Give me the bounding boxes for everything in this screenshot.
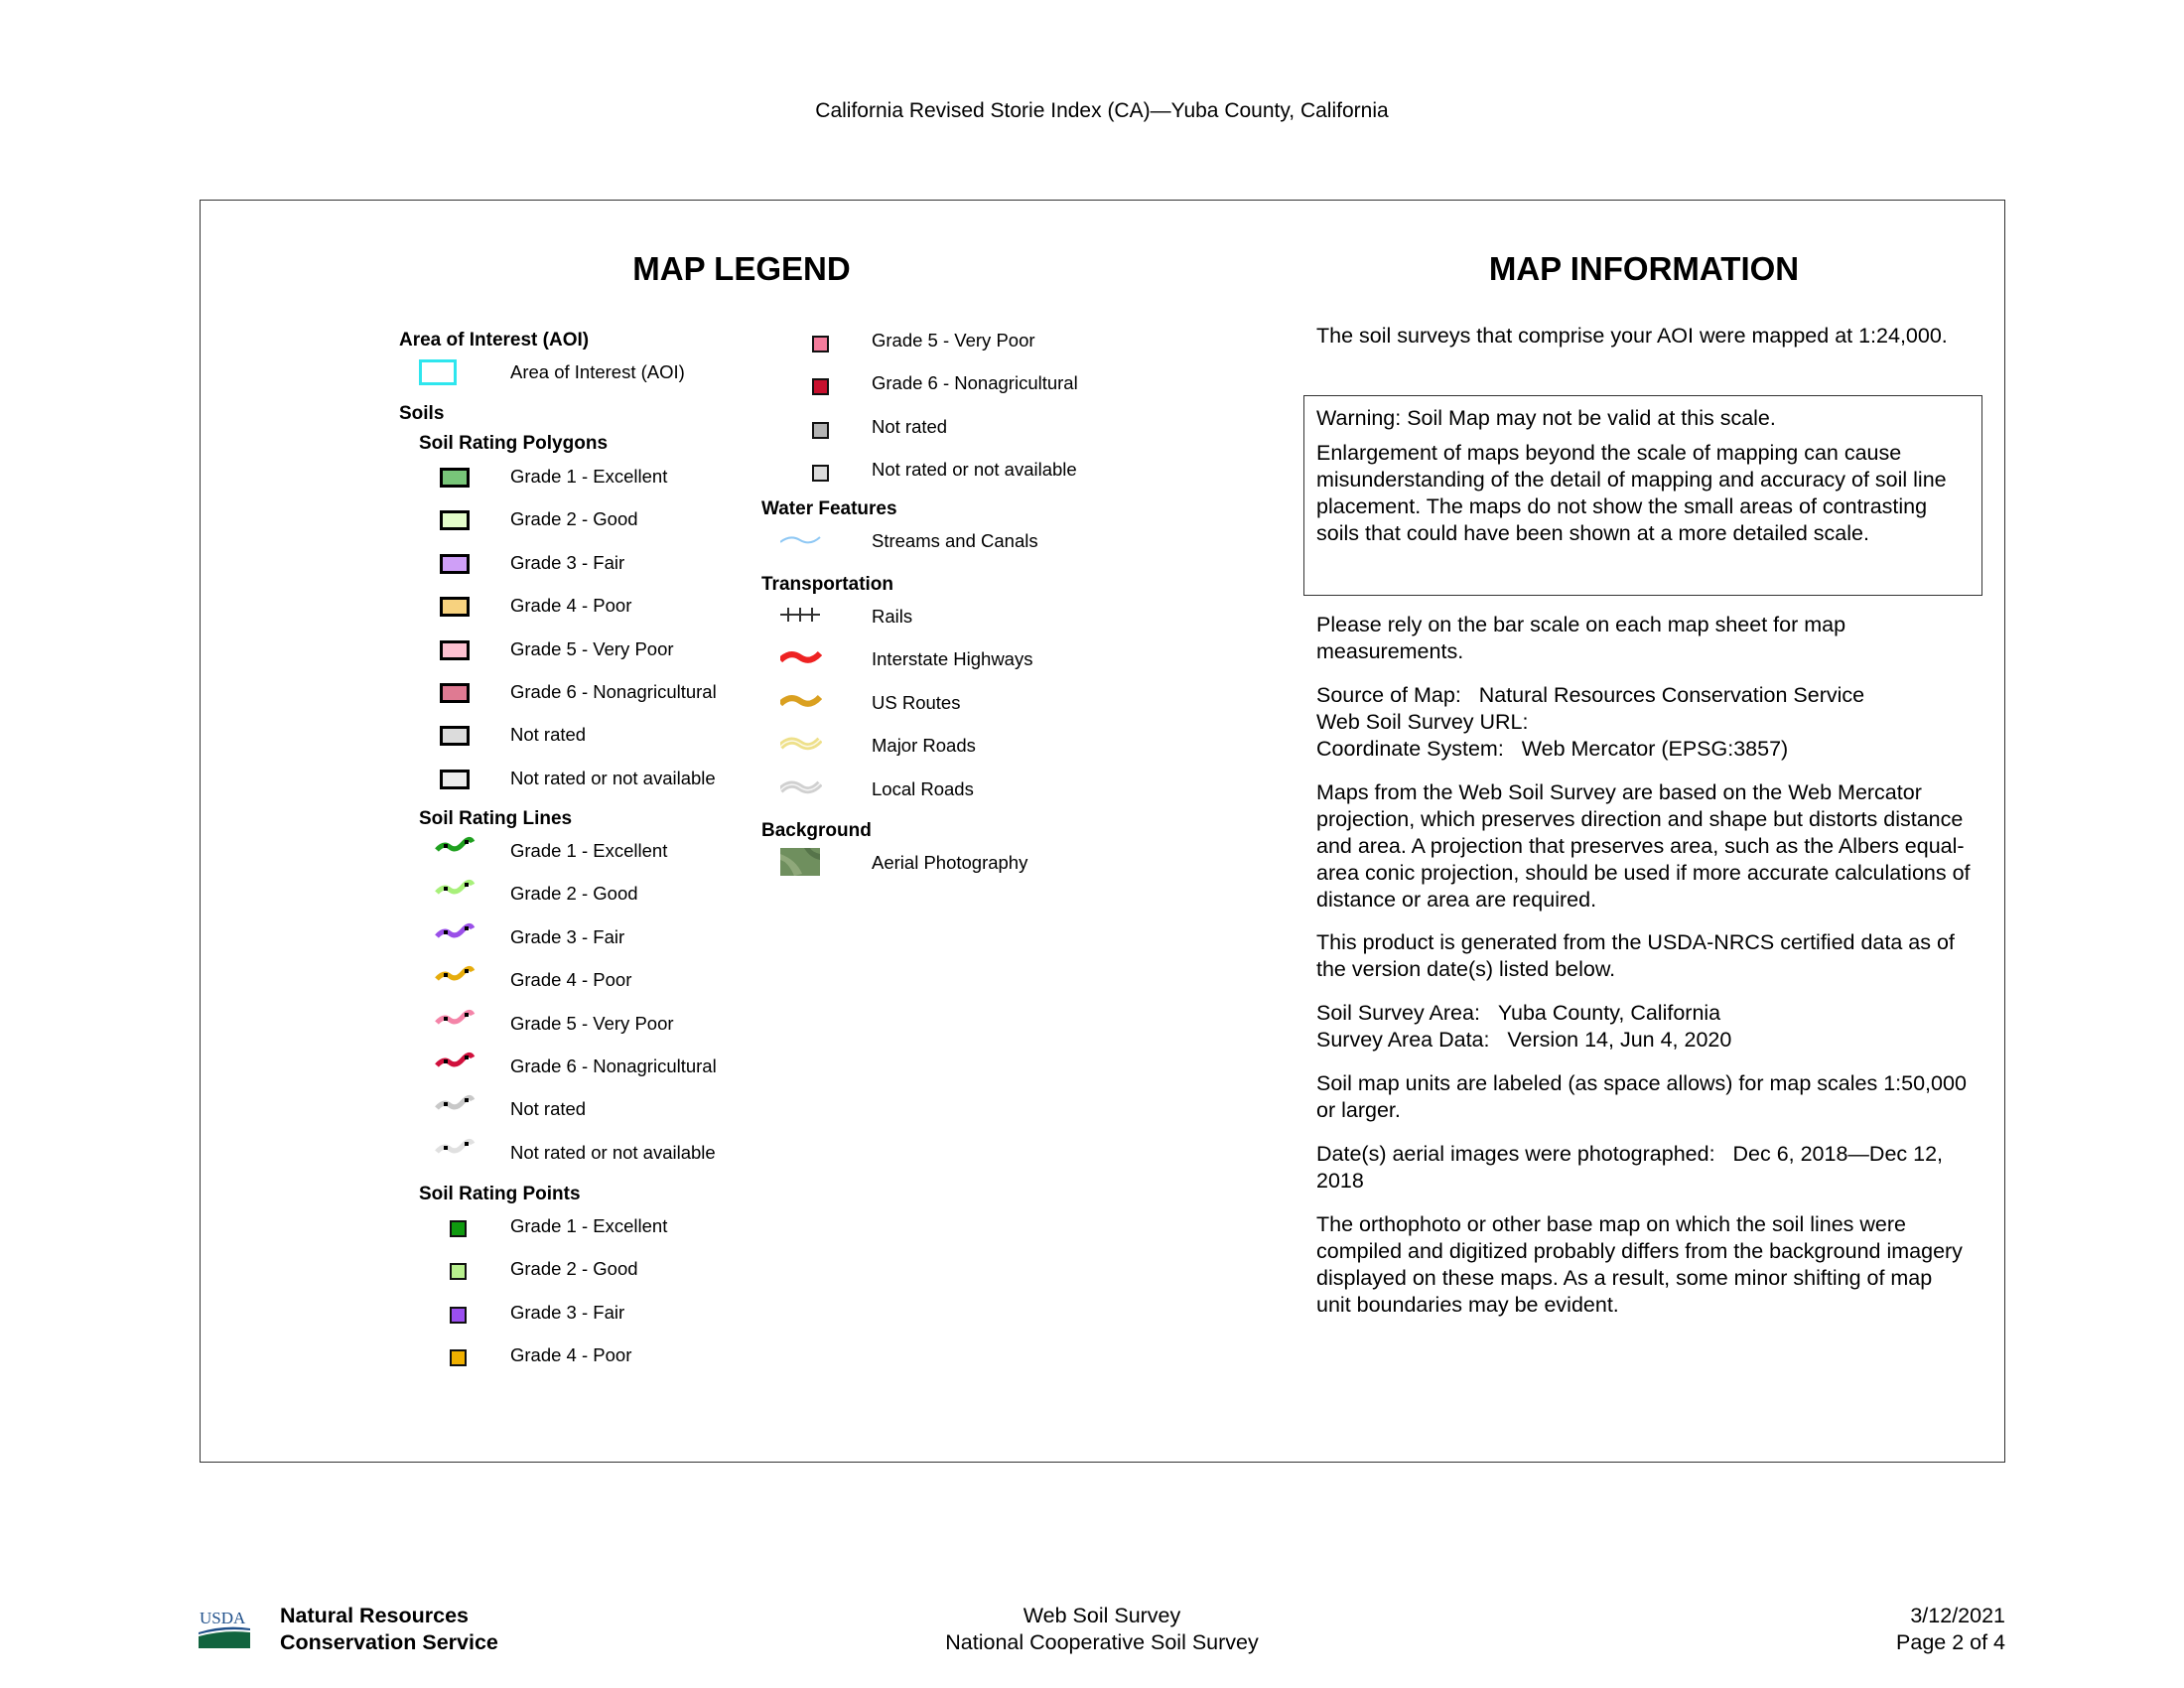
- area-value: Yuba County, California: [1497, 1001, 1721, 1025]
- info-aerial-dates: [1316, 1141, 1972, 1195]
- us-route-icon: [780, 688, 822, 723]
- polygon-swatch-icon: [440, 683, 470, 703]
- aerial-photo-icon: [780, 848, 822, 883]
- polygon-swatch-icon: [440, 554, 470, 574]
- map-information-title: MAP INFORMATION: [1488, 250, 1800, 287]
- soils-group-heading: Soils: [399, 403, 445, 424]
- legend-item-label: Grade 3 - Fair: [510, 551, 625, 573]
- legend-item-label: Interstate Highways: [872, 648, 1033, 670]
- info-orthophoto: [1316, 1211, 1972, 1319]
- dates-label: Date(s) aerial images were photographed:: [1316, 1142, 1715, 1166]
- footer-organization: [280, 1603, 498, 1656]
- legend-item-label: Not rated or not available: [510, 767, 716, 788]
- legend-item-label: Grade 6 - Nonagricultural: [872, 372, 1078, 394]
- legend-item-label: Grade 4 - Poor: [510, 595, 632, 617]
- source-value: Natural Resources Conservation Service: [1478, 683, 1865, 707]
- footer-ncss: National Cooperative Soil Survey: [945, 1630, 1259, 1654]
- legend-item-label: Grade 3 - Fair: [510, 925, 625, 947]
- legend-item-label: Grade 6 - Nonagricultural: [510, 1055, 717, 1076]
- footer-date: 3/12/2021: [1910, 1604, 2005, 1627]
- url-label: Web Soil Survey URL:: [1316, 710, 1529, 734]
- org-line-1: Natural Resources: [280, 1604, 469, 1627]
- info-paragraph: This product is generated from the USDA-NRCS certified data as of the version date(s) listed below.: [1316, 930, 1955, 981]
- info-paragraph: The soil surveys that comprise your AOI were mapped at 1:24,000.: [1316, 324, 1948, 348]
- legend-item-label: Local Roads: [872, 777, 974, 799]
- aoi-group-heading: Area of Interest (AOI): [399, 330, 590, 351]
- soil-line-icon: [435, 879, 477, 914]
- legend-item-label: Streams and Canals: [872, 530, 1038, 551]
- legend-item-label: Not rated: [510, 724, 587, 746]
- polygon-swatch-icon: [440, 770, 470, 789]
- legend-item-label: Grade 2 - Good: [510, 508, 638, 530]
- legend-item-label: Grade 5 - Very Poor: [872, 330, 1035, 351]
- stream-icon: [780, 526, 822, 561]
- soil-line-icon: [435, 1138, 477, 1173]
- footer-web-soil-survey: Web Soil Survey: [1023, 1604, 1181, 1627]
- soil-line-icon: [435, 922, 477, 957]
- legend-item-label: Grade 4 - Poor: [510, 1344, 632, 1366]
- legend-item-label: Grade 2 - Good: [510, 1258, 638, 1280]
- legend-item-label: Grade 1 - Excellent: [510, 840, 668, 861]
- lines-group-heading: Soil Rating Lines: [419, 808, 573, 829]
- info-paragraph: Please rely on the bar scale on each map sheet for map measurements.: [1316, 613, 1846, 663]
- footer-right: [1807, 1603, 2005, 1656]
- info-source: [1316, 682, 1972, 763]
- legend-item-label: Aerial Photography: [872, 852, 1028, 873]
- legend-item-label: Not rated or not available: [872, 459, 1077, 481]
- area-label: Soil Survey Area:: [1316, 1001, 1480, 1025]
- polygon-swatch-icon: [440, 726, 470, 746]
- major-road-icon: [780, 731, 822, 766]
- source-label: Source of Map:: [1316, 683, 1461, 707]
- points-group-heading: Soil Rating Points: [419, 1184, 581, 1204]
- water-group-heading: Water Features: [761, 498, 897, 519]
- info-projection: [1316, 779, 1972, 914]
- point-symbol-icon: [812, 336, 829, 352]
- warning-title: Warning: Soil Map may not be valid at this scale.: [1316, 406, 1776, 430]
- info-paragraph: The orthophoto or other base map on which the soil lines were compiled and digitized probably differs from the background imagery displayed on these maps. As a result, some minor shifting of map unit boundaries may be evident.: [1316, 1212, 1963, 1317]
- background-group-heading: Background: [761, 820, 872, 841]
- info-certified: [1316, 929, 1972, 983]
- point-symbol-icon: [450, 1349, 467, 1366]
- coord-value: Web Mercator (EPSG:3857): [1521, 737, 1789, 761]
- data-label: Survey Area Data:: [1316, 1028, 1490, 1052]
- warning-body: Enlargement of maps beyond the scale of mapping can cause misunderstanding of the detail of mapping and accuracy of soil line placement. The maps do not show the small areas of contrasting soils that could have been shown at a more detailed scale.: [1316, 441, 1947, 545]
- legend-item-label: Grade 2 - Good: [510, 883, 638, 905]
- local-road-icon: [780, 774, 822, 809]
- dates-value: Dec 6, 2018—Dec 12, 2018: [1316, 1142, 1944, 1193]
- transport-group-heading: Transportation: [761, 574, 894, 595]
- data-value: Version 14, Jun 4, 2020: [1507, 1028, 1732, 1052]
- info-survey-area: [1316, 1000, 1972, 1054]
- map-legend-title: MAP LEGEND: [632, 250, 851, 287]
- polygon-swatch-icon: [440, 468, 470, 488]
- info-mapped-scale: [1316, 323, 1972, 350]
- legend-item-label: US Routes: [872, 691, 961, 713]
- document-title: California Revised Storie Index (CA)—Yuba County, California: [815, 99, 1389, 122]
- legend-item-label: Not rated: [872, 415, 948, 437]
- polygon-swatch-icon: [440, 640, 470, 660]
- legend-item-label: Grade 6 - Nonagricultural: [510, 681, 717, 702]
- legend-item-label: Grade 1 - Excellent: [510, 466, 668, 487]
- rails-icon: [780, 602, 822, 636]
- point-symbol-icon: [450, 1307, 467, 1324]
- soil-line-icon: [435, 1094, 477, 1129]
- polygon-swatch-icon: [440, 510, 470, 530]
- legend-item-label: Area of Interest (AOI): [510, 361, 685, 382]
- point-symbol-icon: [812, 378, 829, 395]
- usda-logo: [199, 1607, 250, 1648]
- legend-item-label: Grade 3 - Fair: [510, 1301, 625, 1323]
- coord-label: Coordinate System:: [1316, 737, 1504, 761]
- polygons-group-heading: Soil Rating Polygons: [419, 433, 609, 454]
- legend-item-label: Rails: [872, 606, 913, 627]
- warning-content: [1316, 405, 1972, 547]
- usda-logo-text: USDA: [200, 1609, 246, 1627]
- legend-item-label: Grade 1 - Excellent: [510, 1215, 668, 1236]
- footer-center: [893, 1603, 1310, 1656]
- info-paragraph: Soil map units are labeled (as space allows) for map scales 1:50,000 or larger.: [1316, 1071, 1967, 1122]
- legend-item-label: Not rated or not available: [510, 1141, 716, 1163]
- soil-line-icon: [435, 1009, 477, 1044]
- soil-line-icon: [435, 1052, 477, 1086]
- page-number: Page 2 of 4: [1896, 1630, 2005, 1654]
- legend-item-label: Grade 5 - Very Poor: [510, 637, 674, 659]
- point-symbol-icon: [450, 1263, 467, 1280]
- polygon-swatch-icon: [440, 597, 470, 617]
- org-line-2: Conservation Service: [280, 1630, 498, 1654]
- legend-item-label: Grade 5 - Very Poor: [510, 1012, 674, 1034]
- soil-line-icon: [435, 836, 477, 871]
- aoi-symbol-icon: [419, 359, 457, 385]
- info-labels: [1316, 1070, 1972, 1124]
- legend-item-label: Not rated: [510, 1098, 587, 1120]
- legend-item-label: Major Roads: [872, 735, 976, 757]
- point-symbol-icon: [450, 1220, 467, 1237]
- soil-line-icon: [435, 965, 477, 1000]
- legend-item-label: Grade 4 - Poor: [510, 969, 632, 991]
- point-symbol-icon: [812, 465, 829, 482]
- point-symbol-icon: [812, 422, 829, 439]
- info-paragraph: Maps from the Web Soil Survey are based on the Web Mercator projection, which preserves direction and shape but distorts distance and area. A projection that preserves area, such as the Albers equal-area conic projection, should be used if more accurate calculations of distance or area are required.: [1316, 780, 1971, 912]
- info-bar-scale: [1316, 612, 1972, 665]
- interstate-icon: [780, 644, 822, 679]
